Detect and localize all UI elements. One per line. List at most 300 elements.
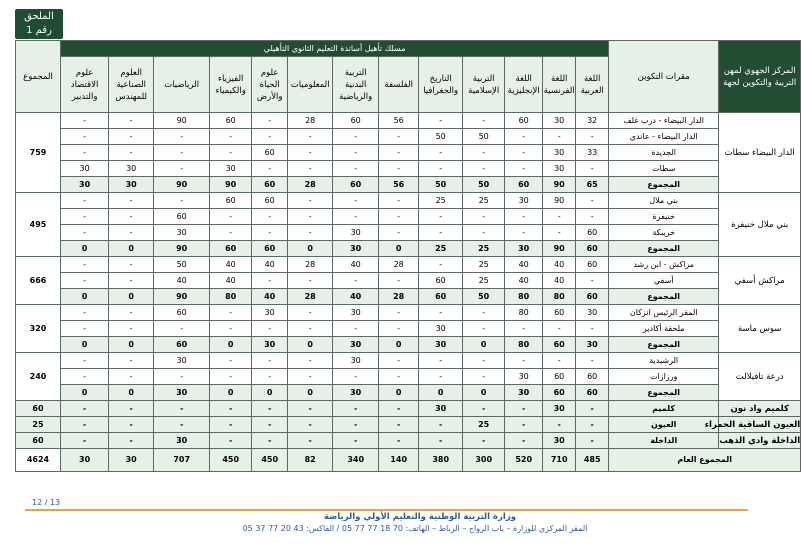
value-cell: -: [252, 129, 288, 145]
site-name: أسفي: [609, 273, 719, 289]
value-cell: 60: [576, 369, 609, 385]
value-cell: -: [463, 145, 505, 161]
subtotal-cell: 90: [154, 177, 210, 193]
value-cell: -: [61, 145, 109, 161]
header-track: مسلك تأهيل أساتذة التعليم الثانوي التأهيلي: [61, 41, 609, 57]
grand-total-cell: 710: [543, 449, 576, 472]
value-cell: 50: [463, 129, 505, 145]
value-cell: 60: [154, 209, 210, 225]
region-total: 60: [16, 401, 61, 417]
site-name: كلميم: [609, 401, 719, 417]
value-cell: -: [379, 369, 419, 385]
value-cell: -: [61, 353, 109, 369]
value-cell: -: [288, 433, 333, 449]
value-cell: -: [252, 225, 288, 241]
grand-total-cell: 520: [505, 449, 543, 472]
value-cell: -: [109, 257, 154, 273]
subtotal-cell: 0: [109, 241, 154, 257]
table-row: [16, 161, 801, 177]
grand-total-cell: 450: [210, 449, 252, 472]
value-cell: -: [288, 353, 333, 369]
value-cell: 40: [333, 257, 379, 273]
value-cell: 40: [505, 273, 543, 289]
value-cell: -: [252, 161, 288, 177]
grand-total-label: المجموع العام: [609, 449, 801, 472]
header-subject: اللغة العربية: [576, 57, 609, 113]
subtotal-cell: 0: [379, 337, 419, 353]
subtotal-label: المجموع: [609, 289, 719, 305]
value-cell: -: [379, 161, 419, 177]
value-cell: -: [333, 209, 379, 225]
value-cell: 28: [288, 257, 333, 273]
table-row: [16, 113, 801, 129]
value-cell: -: [419, 369, 463, 385]
value-cell: -: [379, 145, 419, 161]
subtotal-cell: 0: [61, 241, 109, 257]
value-cell: -: [288, 305, 333, 321]
header-subject: المعلوميات: [288, 57, 333, 113]
subtotal-cell: 0: [109, 385, 154, 401]
subtotal-cell: 30: [333, 385, 379, 401]
subtotal-cell: 80: [505, 289, 543, 305]
table-row: [16, 305, 801, 321]
header-subject: التربية الإسلامية: [463, 57, 505, 113]
grand-total-cell: 340: [333, 449, 379, 472]
ministry-name: وزارة التربية الوطنية والتعليم الأولي والرياضة: [323, 512, 517, 522]
subtotal-cell: 0: [109, 337, 154, 353]
value-cell: -: [210, 353, 252, 369]
grand-total-cell: 380: [419, 449, 463, 472]
subtotal-cell: 56: [379, 177, 419, 193]
value-cell: -: [210, 401, 252, 417]
value-cell: 30: [543, 433, 576, 449]
subtotal-cell: 30: [109, 177, 154, 193]
subtotal-cell: 40: [333, 289, 379, 305]
allocation-table: [15, 40, 801, 472]
region-total: 60: [16, 433, 61, 449]
subtotal-cell: 30: [61, 177, 109, 193]
subtotal-cell: 40: [252, 289, 288, 305]
subtotal-cell: 50: [463, 177, 505, 193]
value-cell: 30: [61, 161, 109, 177]
grand-total-row: [16, 449, 801, 472]
table-row: [16, 257, 801, 273]
subtotal-cell: 0: [61, 337, 109, 353]
grand-total-cell: 140: [379, 449, 419, 472]
value-cell: -: [61, 369, 109, 385]
value-cell: 30: [543, 145, 576, 161]
site-name: العيون: [609, 417, 719, 433]
value-cell: -: [109, 417, 154, 433]
value-cell: -: [505, 209, 543, 225]
value-cell: -: [463, 433, 505, 449]
grand-total-cell: 300: [463, 449, 505, 472]
value-cell: 40: [154, 273, 210, 289]
subtotal-cell: 30: [419, 337, 463, 353]
value-cell: -: [419, 257, 463, 273]
value-cell: -: [109, 145, 154, 161]
value-cell: 60: [333, 113, 379, 129]
value-cell: -: [61, 417, 109, 433]
value-cell: -: [252, 369, 288, 385]
value-cell: 30: [333, 225, 379, 241]
value-cell: 30: [252, 305, 288, 321]
subtotal-cell: 60: [252, 177, 288, 193]
value-cell: 40: [505, 257, 543, 273]
value-cell: -: [576, 417, 609, 433]
page-number: 12 / 13: [32, 498, 61, 507]
value-cell: -: [61, 401, 109, 417]
table-row: [16, 321, 801, 337]
value-cell: 90: [543, 193, 576, 209]
value-cell: 30: [505, 193, 543, 209]
value-cell: -: [419, 417, 463, 433]
subtotal-cell: 30: [333, 241, 379, 257]
subtotal-label: المجموع: [609, 337, 719, 353]
table-row: [16, 129, 801, 145]
subtotal-cell: 30: [333, 337, 379, 353]
region-name: مراكش أسفي: [719, 257, 801, 305]
value-cell: -: [576, 401, 609, 417]
value-cell: 30: [543, 161, 576, 177]
subtotal-cell: 80: [210, 289, 252, 305]
value-cell: 30: [576, 305, 609, 321]
annex-badge: [15, 9, 63, 39]
grand-total-cell: 30: [61, 449, 109, 472]
subtotal-cell: 0: [419, 385, 463, 401]
value-cell: -: [419, 113, 463, 129]
value-cell: -: [379, 401, 419, 417]
region-total: 495: [16, 193, 61, 257]
value-cell: -: [288, 321, 333, 337]
value-cell: -: [154, 129, 210, 145]
value-cell: -: [379, 321, 419, 337]
value-cell: 60: [419, 273, 463, 289]
value-cell: -: [210, 369, 252, 385]
site-name: الرشيدية: [609, 353, 719, 369]
subtotal-cell: 0: [463, 337, 505, 353]
value-cell: -: [576, 321, 609, 337]
subtotal-cell: 60: [154, 337, 210, 353]
region-total: 25: [16, 417, 61, 433]
subtotal-cell: 60: [543, 385, 576, 401]
value-cell: 90: [154, 113, 210, 129]
value-cell: 30: [419, 321, 463, 337]
value-cell: -: [576, 193, 609, 209]
value-cell: -: [505, 145, 543, 161]
subtotal-cell: 60: [576, 385, 609, 401]
subtotal-cell: 80: [505, 337, 543, 353]
region-name: سوس ماسة: [719, 305, 801, 353]
value-cell: -: [576, 433, 609, 449]
subtotal-cell: 30: [252, 337, 288, 353]
value-cell: -: [210, 209, 252, 225]
site-name: سطات: [609, 161, 719, 177]
subtotal-cell: 0: [210, 385, 252, 401]
value-cell: -: [505, 161, 543, 177]
value-cell: 50: [154, 257, 210, 273]
region-name: بني ملال خنيفرة: [719, 193, 801, 257]
subtotal-cell: 90: [543, 177, 576, 193]
value-cell: -: [210, 305, 252, 321]
site-name: المقر الرئيس انزكان: [609, 305, 719, 321]
single-region-row: [16, 401, 801, 417]
value-cell: -: [154, 193, 210, 209]
site-name: مراكش - ابن رشد: [609, 257, 719, 273]
value-cell: -: [252, 417, 288, 433]
value-cell: -: [210, 321, 252, 337]
region-total: 759: [16, 113, 61, 193]
value-cell: -: [252, 353, 288, 369]
value-cell: -: [463, 225, 505, 241]
subtotal-cell: 0: [288, 385, 333, 401]
value-cell: -: [333, 161, 379, 177]
site-name: ملحقة أكادير: [609, 321, 719, 337]
table-row: [16, 209, 801, 225]
value-cell: -: [252, 113, 288, 129]
value-cell: -: [505, 225, 543, 241]
value-cell: -: [419, 433, 463, 449]
ministry-address: المقر المركزي للوزارة – باب الرواح – الرباط – الهاتف: 70 18 77 77 05 / الفاكس: 43 20 77 37 05: [242, 524, 588, 533]
value-cell: -: [252, 401, 288, 417]
value-cell: 30: [109, 161, 154, 177]
value-cell: -: [543, 417, 576, 433]
value-cell: -: [210, 225, 252, 241]
value-cell: -: [288, 369, 333, 385]
value-cell: -: [463, 369, 505, 385]
table-row: [16, 145, 801, 161]
subtotal-row: [16, 177, 801, 193]
value-cell: -: [210, 417, 252, 433]
value-cell: -: [419, 225, 463, 241]
value-cell: -: [576, 161, 609, 177]
value-cell: -: [288, 401, 333, 417]
value-cell: -: [419, 305, 463, 321]
site-name: الدار البيضاء - درب غلف: [609, 113, 719, 129]
value-cell: -: [109, 369, 154, 385]
header-subject: التاريخ والجغرافيا: [419, 57, 463, 113]
value-cell: 30: [154, 353, 210, 369]
value-cell: -: [333, 417, 379, 433]
value-cell: -: [505, 321, 543, 337]
subtotal-cell: 60: [333, 177, 379, 193]
value-cell: -: [109, 225, 154, 241]
value-cell: 60: [154, 305, 210, 321]
value-cell: 30: [154, 225, 210, 241]
value-cell: 80: [505, 305, 543, 321]
value-cell: -: [109, 433, 154, 449]
value-cell: -: [109, 129, 154, 145]
value-cell: -: [333, 433, 379, 449]
value-cell: 40: [543, 257, 576, 273]
value-cell: -: [576, 273, 609, 289]
value-cell: -: [505, 401, 543, 417]
value-cell: -: [109, 113, 154, 129]
value-cell: 30: [154, 433, 210, 449]
subtotal-cell: 25: [463, 241, 505, 257]
value-cell: -: [505, 433, 543, 449]
subtotal-cell: 0: [210, 337, 252, 353]
value-cell: -: [154, 417, 210, 433]
value-cell: -: [210, 145, 252, 161]
value-cell: -: [154, 161, 210, 177]
value-cell: 28: [288, 113, 333, 129]
value-cell: 30: [505, 369, 543, 385]
region-name: درعة تافيلالت: [719, 353, 801, 401]
value-cell: -: [288, 225, 333, 241]
subtotal-cell: 50: [419, 177, 463, 193]
header-subject: اللغة الفرنسية: [543, 57, 576, 113]
header-subject: الفلسفة: [379, 57, 419, 113]
value-cell: -: [379, 353, 419, 369]
value-cell: 30: [333, 353, 379, 369]
value-cell: -: [61, 273, 109, 289]
region-name: الداخلة وادي الذهب: [719, 433, 801, 449]
value-cell: -: [154, 369, 210, 385]
value-cell: -: [288, 193, 333, 209]
value-cell: -: [333, 193, 379, 209]
subtotal-cell: 60: [543, 337, 576, 353]
value-cell: -: [109, 305, 154, 321]
value-cell: -: [419, 161, 463, 177]
value-cell: -: [61, 129, 109, 145]
value-cell: -: [109, 273, 154, 289]
value-cell: -: [379, 273, 419, 289]
header-subject: علوم الاقتصاد والتدبير: [61, 57, 109, 113]
value-cell: -: [288, 273, 333, 289]
region-total: 666: [16, 257, 61, 305]
value-cell: -: [333, 369, 379, 385]
value-cell: -: [505, 353, 543, 369]
subtotal-row: [16, 385, 801, 401]
value-cell: 60: [576, 257, 609, 273]
value-cell: -: [379, 129, 419, 145]
subtotal-cell: 90: [154, 289, 210, 305]
value-cell: -: [154, 145, 210, 161]
value-cell: -: [210, 433, 252, 449]
site-name: الجديدة: [609, 145, 719, 161]
value-cell: -: [61, 225, 109, 241]
region-name: الدار البيضاء سطات: [719, 113, 801, 193]
value-cell: -: [576, 353, 609, 369]
subtotal-cell: 0: [288, 241, 333, 257]
site-name: ورزازات: [609, 369, 719, 385]
value-cell: 60: [505, 113, 543, 129]
subtotal-cell: 0: [288, 337, 333, 353]
value-cell: -: [333, 129, 379, 145]
value-cell: -: [463, 353, 505, 369]
value-cell: -: [463, 401, 505, 417]
subtotal-cell: 90: [543, 241, 576, 257]
value-cell: -: [61, 321, 109, 337]
value-cell: 60: [543, 369, 576, 385]
header-region: المركز الجهوي لمهن التربية والتكوين لجهة: [719, 41, 801, 113]
subtotal-cell: 28: [288, 177, 333, 193]
value-cell: -: [543, 353, 576, 369]
value-cell: 40: [210, 273, 252, 289]
value-cell: 30: [210, 161, 252, 177]
subtotal-cell: 0: [109, 289, 154, 305]
value-cell: 25: [463, 193, 505, 209]
value-cell: -: [463, 161, 505, 177]
site-name: خنيفرة: [609, 209, 719, 225]
subtotal-row: [16, 289, 801, 305]
header-subject: علوم الحياة والأرض: [252, 57, 288, 113]
value-cell: -: [210, 129, 252, 145]
grand-total-cell: 450: [252, 449, 288, 472]
subtotal-cell: 30: [505, 385, 543, 401]
value-cell: 56: [379, 113, 419, 129]
value-cell: -: [252, 273, 288, 289]
grand-total-cell: 30: [109, 449, 154, 472]
value-cell: -: [419, 353, 463, 369]
value-cell: 60: [210, 113, 252, 129]
value-cell: -: [463, 305, 505, 321]
subtotal-cell: 30: [154, 385, 210, 401]
value-cell: -: [379, 305, 419, 321]
subtotal-cell: 0: [379, 241, 419, 257]
subtotal-cell: 28: [379, 289, 419, 305]
value-cell: -: [154, 401, 210, 417]
value-cell: -: [379, 193, 419, 209]
header-subject: التربية البدنية والرياضية: [333, 57, 379, 113]
subtotal-row: [16, 337, 801, 353]
value-cell: -: [419, 209, 463, 225]
region-total: 240: [16, 353, 61, 401]
annex-title: الملحق رقم 1: [24, 11, 54, 36]
subtotal-cell: 30: [576, 337, 609, 353]
value-cell: -: [288, 209, 333, 225]
subtotal-label: المجموع: [609, 385, 719, 401]
value-cell: -: [61, 113, 109, 129]
subtotal-cell: 65: [576, 177, 609, 193]
value-cell: -: [463, 321, 505, 337]
site-name: بني ملال: [609, 193, 719, 209]
subtotal-cell: 60: [576, 241, 609, 257]
value-cell: 40: [210, 257, 252, 273]
value-cell: -: [576, 129, 609, 145]
value-cell: -: [288, 129, 333, 145]
header-total: المجموع: [16, 41, 61, 113]
header-subject: الرياضيات: [154, 57, 210, 113]
value-cell: -: [543, 225, 576, 241]
region-name: كلميم واد نون: [719, 401, 801, 417]
value-cell: -: [61, 209, 109, 225]
value-cell: -: [109, 353, 154, 369]
value-cell: -: [109, 401, 154, 417]
subtotal-cell: 0: [463, 385, 505, 401]
header-site: مقرات التكوين: [609, 41, 719, 113]
single-region-row: [16, 417, 801, 433]
table-row: [16, 193, 801, 209]
site-name: الدار البيضاء - عاندي: [609, 129, 719, 145]
subtotal-cell: 30: [505, 241, 543, 257]
value-cell: -: [379, 433, 419, 449]
footer-rule: [25, 509, 748, 511]
value-cell: -: [61, 257, 109, 273]
subtotal-cell: 80: [543, 289, 576, 305]
value-cell: -: [463, 209, 505, 225]
table-row: [16, 353, 801, 369]
table-row: [16, 273, 801, 289]
subtotal-label: المجموع: [609, 241, 719, 257]
value-cell: -: [576, 209, 609, 225]
value-cell: -: [505, 417, 543, 433]
value-cell: -: [505, 129, 543, 145]
value-cell: -: [333, 401, 379, 417]
value-cell: -: [288, 145, 333, 161]
grand-total-value: 4624: [16, 449, 61, 472]
